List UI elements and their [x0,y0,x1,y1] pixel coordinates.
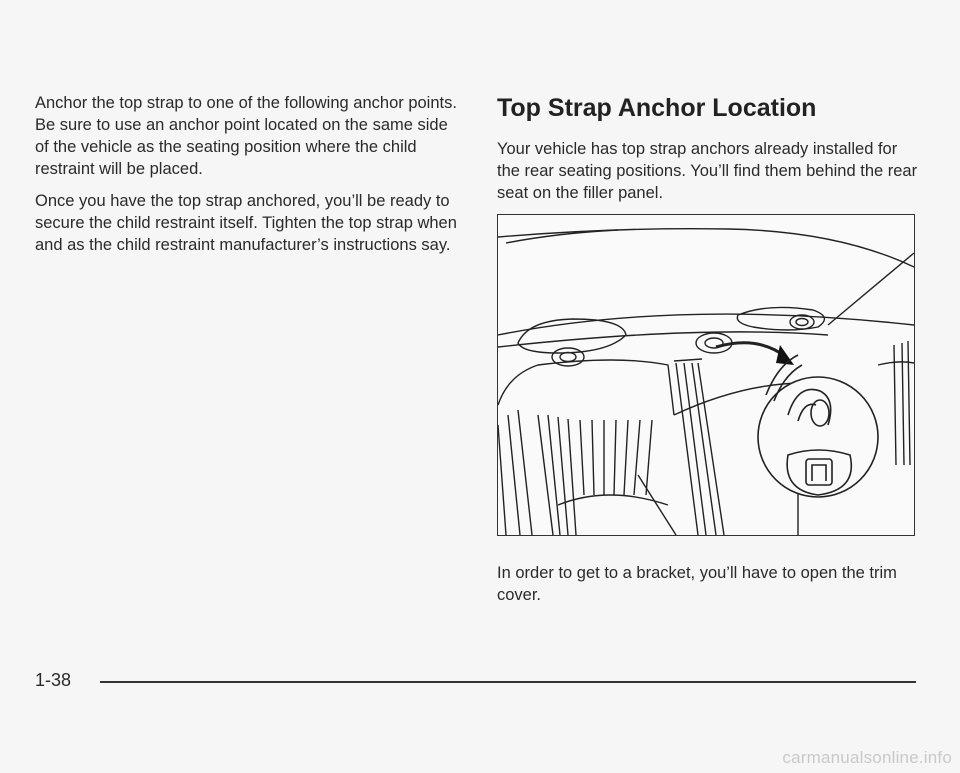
right-paragraph: Your vehicle has top strap anchors already installed for the rear seating positions. You’ll find them behind the rear seat on the filler panel. [497,140,918,202]
left-paragraph-1: Anchor the top strap to one of the following anchor points. Be sure to use an anchor point located on the same side of the vehicle as the seating position where the child restraint will be placed. [35,94,457,178]
left-paragraph-2: Once you have the top strap anchored, you’ll be ready to secure the child restraint itself. Tighten the top strap when and as the child restraint manufacturer’s instructions say. [35,192,457,254]
watermark: carmanualsonline.info [782,748,952,767]
page-number: 1-38 [35,670,72,690]
illustration-caption: In order to get to a bracket, you’ll have to open the trim cover. [497,564,897,604]
right-column [497,92,922,204]
anchor-location-illustration [497,214,915,536]
section-heading: Top Strap Anchor Location [497,94,817,122]
footer-rule [100,681,916,683]
rear-seat-drawing [498,215,914,535]
left-column [35,92,460,266]
